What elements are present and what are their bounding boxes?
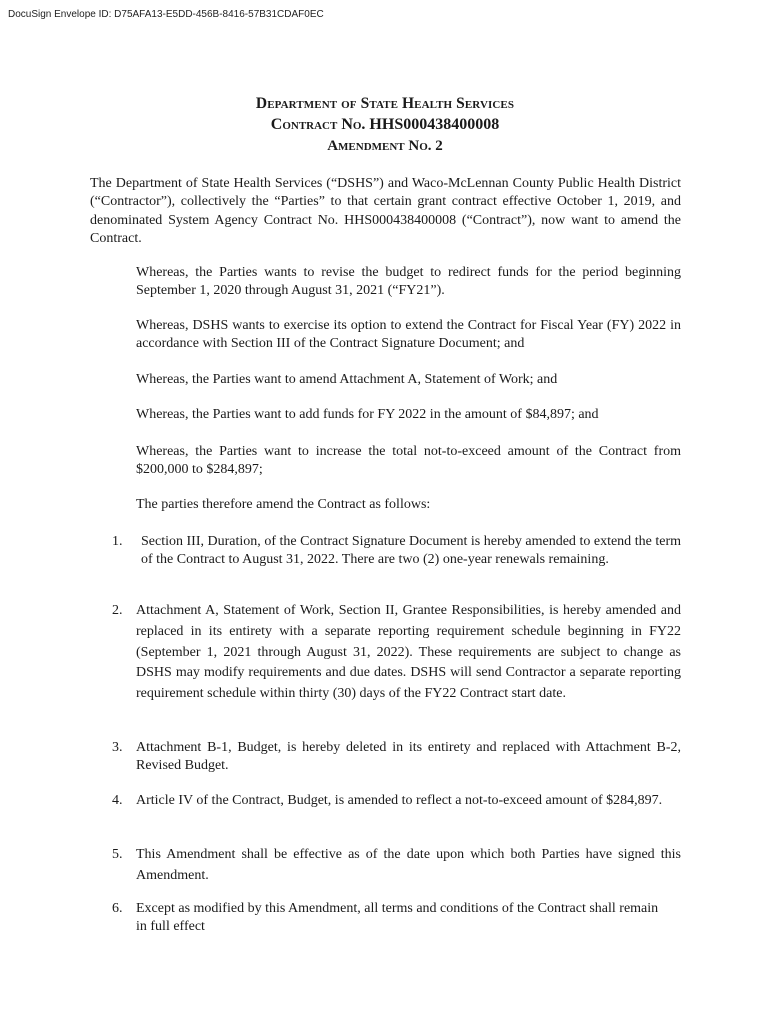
item-number-1: 1. — [112, 534, 123, 549]
amendment-number-title: Amendment No. 2 — [327, 138, 443, 154]
item-number-5: 5. — [112, 847, 123, 862]
amendment-item-5: This Amendment shall be effective as of the date upon which both Parties have signed this Amendment. — [136, 847, 681, 883]
amendment-item-6: Except as modified by this Amendment, all terms and conditions of the Contract shall remain in full effect — [136, 901, 659, 935]
amendment-item-4: Article IV of the Contract, Budget, is amended to reflect a not-to-exceed amount of $284,897. — [136, 793, 663, 808]
intro-paragraph: The Department of State Health Services (“DSHS”) and Waco-McLennan County Public Health District (“Contractor”), collectively the “Parties” to that certain grant contract effective October 1, 2019, and denominated System Agency Contract No. HHS000438400008 (“Contract”), now want to amend the Contract. — [90, 176, 681, 246]
department-title: Department of State Health Services — [255, 95, 515, 112]
whereas-clause-2: Whereas, DSHS wants to exercise its option to extend the Contract for Fiscal Year (FY) 2022 in accordance with Section III of the Contract Signature Document; and — [136, 318, 681, 352]
item-number-6: 6. — [112, 901, 123, 916]
amendment-item-1: Section III, Duration, of the Contract Signature Document is hereby amended to extend the term of the Contract to August 31, 2022. There are two (2) one-year renewals remaining. — [141, 534, 681, 568]
amendment-item-3: Attachment B-1, Budget, is hereby deleted in its entirety and replaced with Attachment B-2, Revised Budget. — [136, 740, 681, 774]
whereas-clause-5: Whereas, the Parties want to increase the total not-to-exceed amount of the Contract from $200,000 to $284,897; — [136, 444, 681, 478]
item-number-3: 3. — [112, 740, 123, 755]
item-number-2: 2. — [112, 603, 123, 618]
whereas-clause-1: Whereas, the Parties wants to revise the budget to redirect funds for the period beginning September 1, 2020 through August 31, 2021 (“FY21”). — [136, 265, 681, 299]
whereas-clause-3: Whereas, the Parties want to amend Attachment A, Statement of Work; and — [136, 372, 558, 387]
contract-number-title: Contract No. HHS000438400008 — [270, 116, 500, 133]
item-number-4: 4. — [112, 793, 123, 808]
amendment-item-2: Attachment A, Statement of Work, Section II, Grantee Responsibilities, is hereby amended and replaced in its entirety with a separate reporting requirement schedule beginning in FY22 (September 1, 2021 through August 31, 2022). These requirements are subject to change as DSHS may modify requirements and due dates. DSHS will send Contractor a separate reporting requirement schedule within thirty (30) days of the FY22 Contract start date. — [136, 603, 681, 702]
whereas-clause-4: Whereas, the Parties want to add funds for FY 2022 in the amount of $84,897; and — [136, 407, 599, 422]
amend-intro: The parties therefore amend the Contract as follows: — [136, 497, 431, 512]
docusign-envelope-id: DocuSign Envelope ID: D75AFA13-E5DD-456B-8416-57B31CDAF0EC — [8, 9, 324, 20]
